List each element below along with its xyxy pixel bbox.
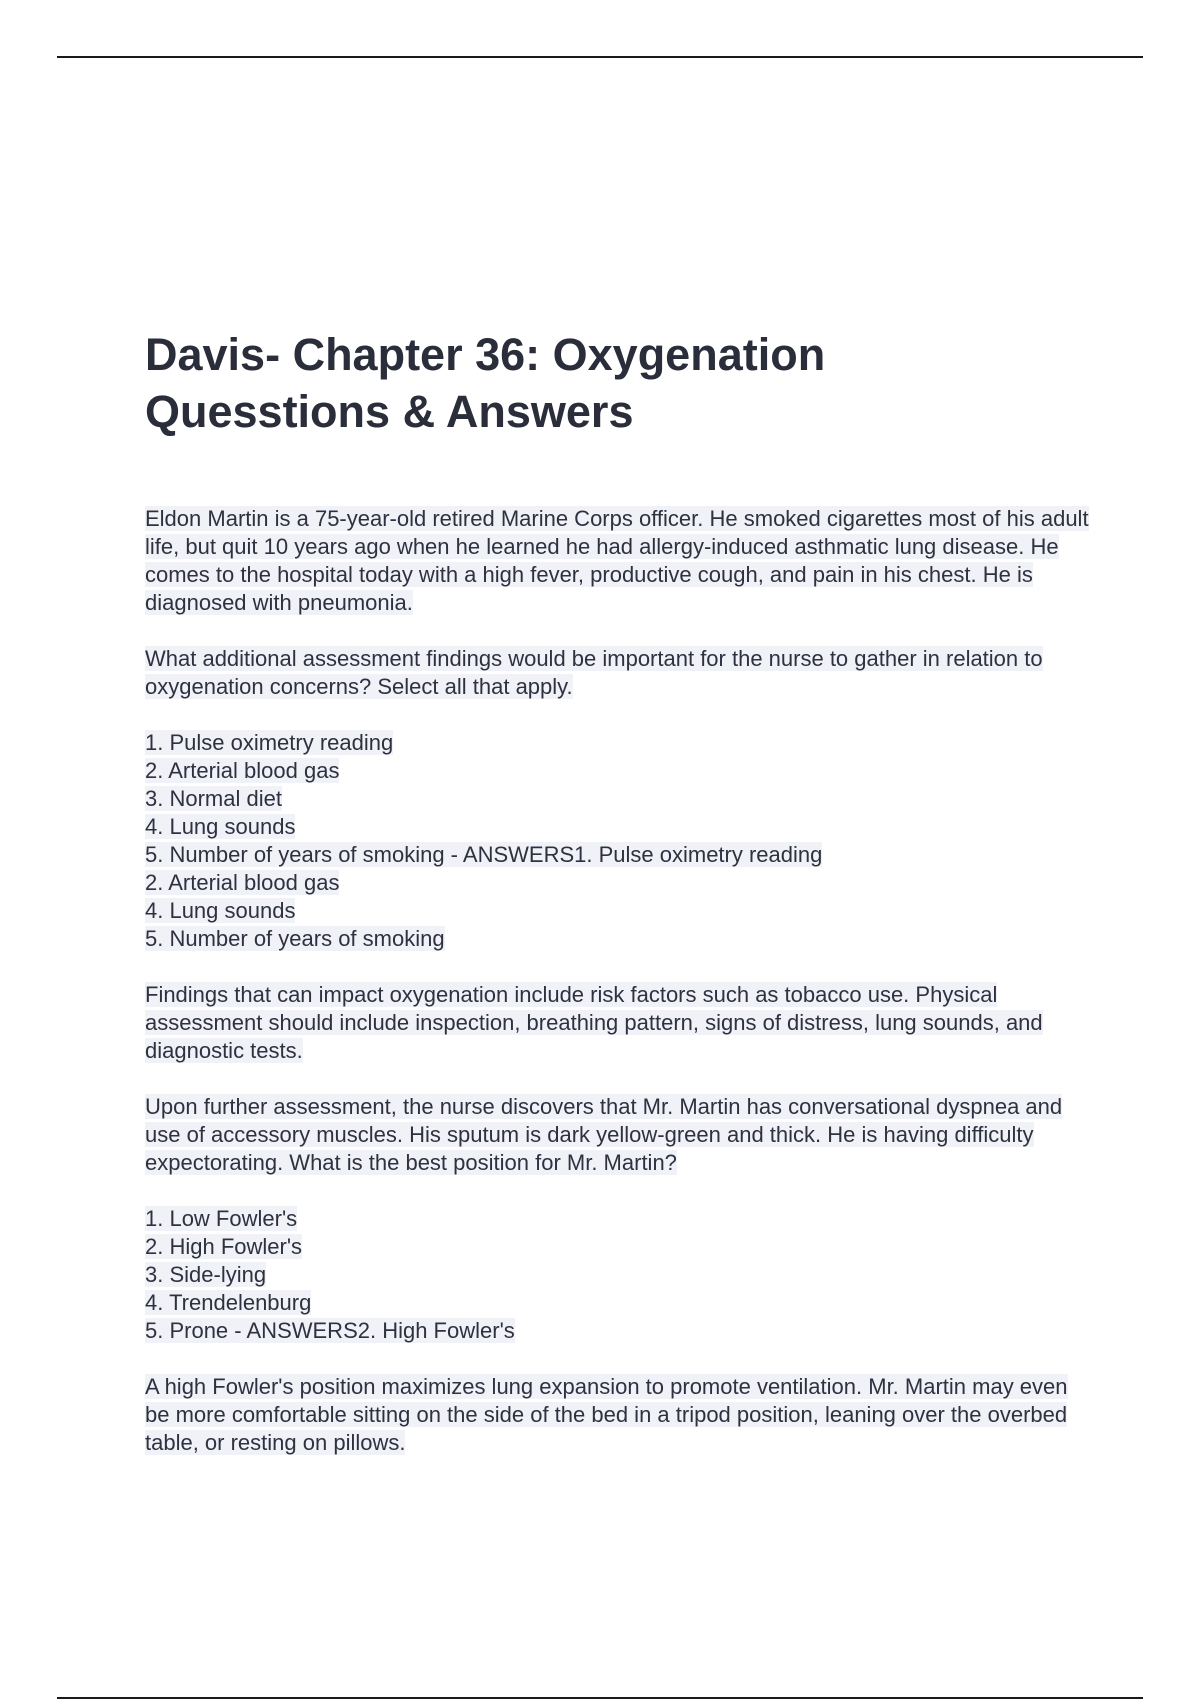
list-item: 2. High Fowler's [145, 1234, 303, 1259]
list-item: 5. Number of years of smoking - ANSWERS1. Pulse oximetry reading [145, 842, 823, 867]
q2-question: Upon further assessment, the nurse discovers that Mr. Martin has conversational dyspnea and use of accessory muscles. His sputum is dark yellow-green and thick. He is having difficulty expectorating. What is the best position for Mr. Martin? [145, 1094, 1063, 1175]
list-item: 3. Normal diet [145, 786, 282, 811]
list-item: 1. Pulse oximetry reading [145, 730, 394, 755]
document-title [145, 326, 1045, 440]
document-body [145, 326, 1095, 1485]
list-item: 2. Arterial blood gas [145, 870, 340, 895]
bottom-rule [57, 1697, 1143, 1699]
q2-options-list [145, 1205, 1095, 1345]
q1-question: What additional assessment findings would be important for the nurse to gather in relation to oxygenation concerns? Select all that apply. [145, 646, 1043, 699]
title-line-2: Quesstions & Answers [145, 386, 634, 437]
q1-options-list [145, 729, 1095, 953]
top-rule [57, 56, 1143, 58]
list-item: 5. Prone - ANSWERS2. High Fowler's [145, 1318, 515, 1343]
title-line-1: Davis- Chapter 36: Oxygenation [145, 329, 826, 380]
list-item: 4. Trendelenburg [145, 1290, 312, 1315]
list-item: 4. Lung sounds [145, 814, 296, 839]
q1-scenario: Eldon Martin is a 75-year-old retired Marine Corps officer. He smoked cigarettes most of his adult life, but quit 10 years ago when he learned he had allergy-induced asthmatic lung disease. He comes to the hospital today with a high fever, productive cough, and pain in his chest. He is diagnosed with pneumonia. [145, 506, 1089, 615]
list-item: 5. Number of years of smoking [145, 926, 445, 951]
q2-rationale: A high Fowler's position maximizes lung expansion to promote ventilation. Mr. Martin may even be more comfortable sitting on the side of the bed in a tripod position, leaning over the overbed table, or resting on pillows. [145, 1374, 1068, 1455]
q1-rationale: Findings that can impact oxygenation include risk factors such as tobacco use. Physical assessment should include inspection, breathing pattern, signs of distress, lung sounds, and diagnostic tests. [145, 982, 1043, 1063]
list-item: 4. Lung sounds [145, 898, 296, 923]
list-item: 1. Low Fowler's [145, 1206, 298, 1231]
list-item: 2. Arterial blood gas [145, 758, 340, 783]
list-item: 3. Side-lying [145, 1262, 267, 1287]
